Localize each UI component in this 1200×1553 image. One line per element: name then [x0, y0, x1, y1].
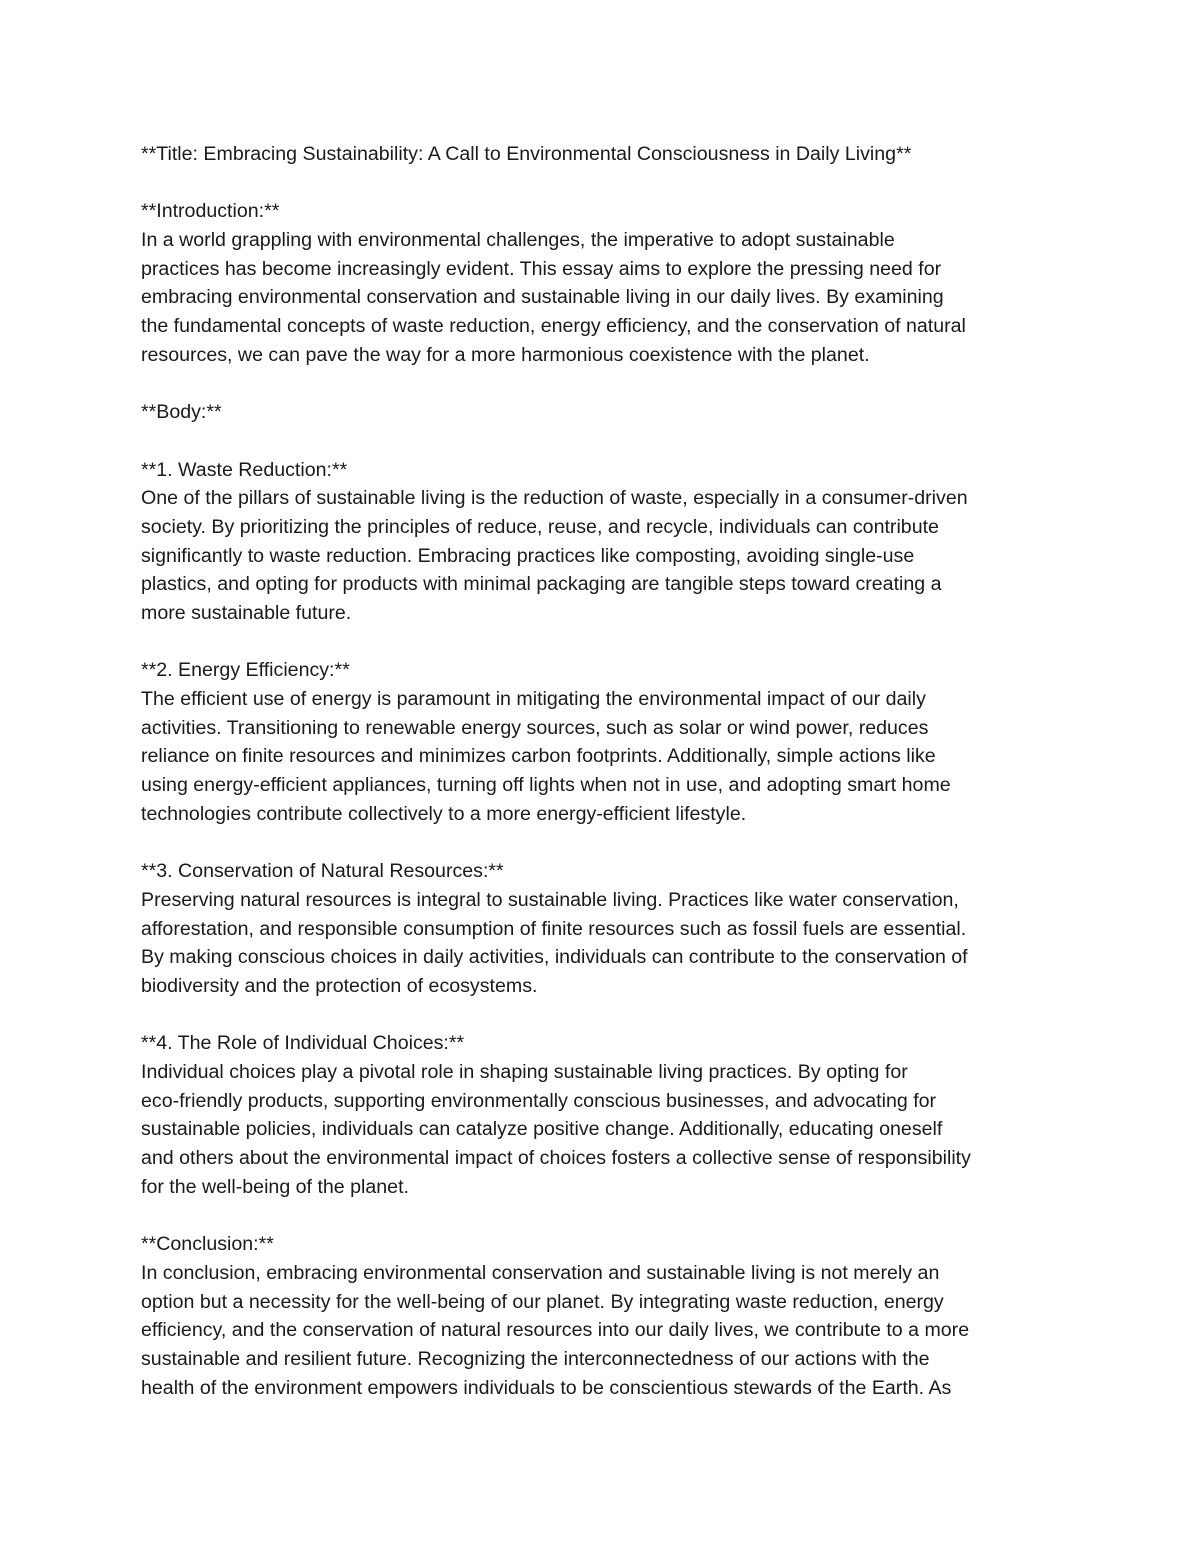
spacer [141, 628, 1071, 657]
section-line: significantly to waste reduction. Embracing practices like composting, avoiding single-use [141, 544, 915, 567]
section-heading: **4. The Role of Individual Choices:** [141, 1032, 465, 1055]
section-line: One of the pillars of sustainable living is the reduction of waste, especially in a consumer-driven [141, 487, 968, 510]
conclusion-line: option but a necessity for the well-being of our planet. By integrating waste reduction, energy [141, 1290, 944, 1313]
introduction-line: resources, we can pave the way for a more harmonious coexistence with the planet. [141, 343, 870, 366]
section-line: using energy-efficient appliances, turning off lights when not in use, and adopting smart home [141, 774, 951, 797]
introduction-heading: **Introduction:** [141, 200, 280, 223]
section-line: sustainable policies, individuals can catalyze positive change. Additionally, educating oneself [141, 1118, 943, 1141]
spacer [141, 829, 1071, 858]
conclusion-heading: **Conclusion:** [141, 1233, 274, 1256]
section-line: more sustainable future. [141, 602, 352, 624]
section-line: for the well-being of the planet. [141, 1175, 409, 1198]
section-line: technologies contribute collectively to a more energy-efficient lifestyle. [141, 802, 747, 825]
section-heading: **1. Waste Reduction:** [141, 458, 348, 481]
spacer [141, 427, 1071, 456]
section-heading: **3. Conservation of Natural Resources:** [141, 860, 504, 883]
section-heading: **2. Energy Efficiency:** [141, 659, 350, 682]
introduction-line: practices has become increasingly evident. This essay aims to explore the pressing need for [141, 257, 942, 280]
section-line: The efficient use of energy is paramount in mitigating the environmental impact of our daily [141, 688, 926, 711]
section-line: afforestation, and responsible consumption of finite resources such as fossil fuels are essential. [141, 917, 967, 940]
section-line: society. By prioritizing the principles of reduce, reuse, and recycle, individuals can contribute [141, 515, 939, 538]
conclusion-line: sustainable and resilient future. Recognizing the interconnectedness of our actions with the [141, 1347, 930, 1370]
introduction-line: embracing environmental conservation and sustainable living in our daily lives. By examining [141, 286, 944, 309]
section-line: and others about the environmental impact of choices fosters a collective sense of responsibility [141, 1147, 971, 1170]
conclusion-line: health of the environment empowers individuals to be conscientious stewards of the Earth. As [141, 1376, 952, 1399]
section-line: Preserving natural resources is integral to sustainable living. Practices like water conservation, [141, 888, 959, 911]
introduction-line: the fundamental concepts of waste reduction, energy efficiency, and the conservation of natural [141, 315, 966, 338]
section-line: reliance on finite resources and minimizes carbon footprints. Additionally, simple actions like [141, 745, 936, 768]
section-line: Individual choices play a pivotal role in shaping sustainable living practices. By opting for [141, 1061, 908, 1083]
conclusion-line: efficiency, and the conservation of natural resources into our daily lives, we contribute to a more [141, 1319, 970, 1342]
spacer [141, 169, 1071, 198]
spacer [141, 1001, 1071, 1030]
document-body [141, 140, 1071, 1402]
conclusion-line: In conclusion, embracing environmental conservation and sustainable living is not merely an [141, 1261, 940, 1284]
section-line: activities. Transitioning to renewable energy sources, such as solar or wind power, reduces [141, 716, 929, 739]
spacer [141, 370, 1071, 399]
section-line: biodiversity and the protection of ecosystems. [141, 974, 538, 997]
section-line: eco-friendly products, supporting environmentally conscious businesses, and advocating for [141, 1089, 937, 1112]
section-line: By making conscious choices in daily activities, individuals can contribute to the conservation of [141, 946, 968, 969]
introduction-line: In a world grappling with environmental challenges, the imperative to adopt sustainable [141, 229, 895, 252]
document-title: **Title: Embracing Sustainability: A Call to Environmental Consciousness in Daily Living** [141, 143, 912, 165]
spacer [141, 1201, 1071, 1230]
body-heading: **Body:** [141, 401, 222, 424]
section-line: plastics, and opting for products with minimal packaging are tangible steps toward creating a [141, 573, 942, 596]
